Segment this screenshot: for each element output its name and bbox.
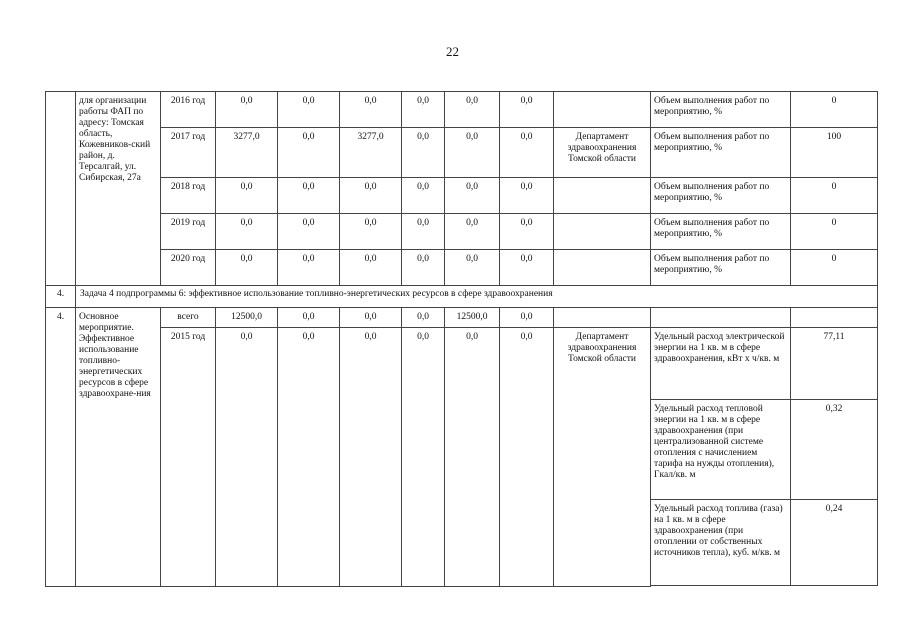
department-cell: Департамент здравоохранения Томской области <box>554 328 651 587</box>
indicator-cell <box>651 308 791 328</box>
value-cell: 0,0 <box>402 250 445 286</box>
value-cell: 0,0 <box>402 214 445 250</box>
value-cell: 0,0 <box>216 214 278 250</box>
indicator-cell: Удельный расход топлива (газа) на 1 кв. м в сфере здравоохранения (при отоплении от собственных источников тепла), куб. м/кв. м <box>651 500 791 586</box>
value-cell: 0,0 <box>216 250 278 286</box>
indicator-cell: Объем выполнения работ по мероприятию, % <box>651 214 791 250</box>
year-cell: 2019 год <box>161 214 216 250</box>
indicator-cell: Удельный расход тепловой энергии на 1 кв. м в сфере здравоохранения (при централизованной системе отопления с начислением тарифа на нужды отопления), Гкал/кв. м <box>651 400 791 500</box>
value-cell: 0,0 <box>278 178 340 214</box>
department-cell <box>554 214 651 250</box>
value-cell: 12500,0 <box>445 308 500 328</box>
department-cell <box>554 308 651 328</box>
table-row <box>46 328 878 400</box>
indicator-value-cell: 100 <box>791 128 878 178</box>
value-cell: 0,0 <box>445 250 500 286</box>
indicator-value-cell: 77,11 <box>791 328 878 400</box>
year-cell: 2016 год <box>161 92 216 128</box>
value-cell: 0,0 <box>216 178 278 214</box>
department-cell <box>554 250 651 286</box>
value-cell: 0,0 <box>445 178 500 214</box>
year-cell: 2015 год <box>161 328 216 587</box>
indicator-cell: Объем выполнения работ по мероприятию, % <box>651 128 791 178</box>
value-cell: 0,0 <box>402 128 445 178</box>
spacer-cell <box>651 586 878 587</box>
year-cell: 2020 год <box>161 250 216 286</box>
value-cell: 12500,0 <box>216 308 278 328</box>
indicator-value-cell: 0 <box>791 250 878 286</box>
value-cell: 0,0 <box>500 308 554 328</box>
indicator-cell: Объем выполнения работ по мероприятию, % <box>651 92 791 128</box>
page-number: 22 <box>446 44 459 59</box>
value-cell: 0,0 <box>500 250 554 286</box>
table-row <box>46 178 878 214</box>
value-cell: 0,0 <box>500 328 554 587</box>
value-cell: 0,0 <box>216 92 278 128</box>
task-row <box>46 286 878 308</box>
department-cell <box>554 178 651 214</box>
value-cell: 0,0 <box>340 308 402 328</box>
department-cell: Департамент здравоохранения Томской области <box>554 128 651 178</box>
program-table <box>45 91 878 587</box>
value-cell: 0,0 <box>402 92 445 128</box>
table-row <box>46 308 878 328</box>
table-row <box>46 92 878 128</box>
value-cell: 0,0 <box>340 92 402 128</box>
year-cell: всего <box>161 308 216 328</box>
value-cell: 0,0 <box>500 178 554 214</box>
value-cell: 0,0 <box>402 308 445 328</box>
value-cell: 0,0 <box>278 250 340 286</box>
activity-name-cell: для организации работы ФАП по адресу: Томская область, Кожевников-ский район, д. Терсалгай, ул. Сибирская, 27а <box>76 92 161 286</box>
value-cell: 0,0 <box>402 328 445 587</box>
indicator-cell: Объем выполнения работ по мероприятию, % <box>651 250 791 286</box>
value-cell: 3277,0 <box>340 128 402 178</box>
table-row <box>46 214 878 250</box>
value-cell: 0,0 <box>402 178 445 214</box>
indicator-value-cell: 0 <box>791 178 878 214</box>
value-cell: 0,0 <box>340 250 402 286</box>
table-row <box>46 250 878 286</box>
indicator-cell: Объем выполнения работ по мероприятию, % <box>651 178 791 214</box>
value-cell: 0,0 <box>445 328 500 587</box>
indicator-value-cell <box>791 308 878 328</box>
task-title: Задача 4 подпрограммы 6: эффективное использование топливно-энергетических ресурсов в сфере здравоохранения <box>76 286 878 308</box>
value-cell: 0,0 <box>500 128 554 178</box>
value-cell: 0,0 <box>278 214 340 250</box>
value-cell: 0,0 <box>340 214 402 250</box>
value-cell: 0,0 <box>216 328 278 587</box>
value-cell: 0,0 <box>445 128 500 178</box>
indicator-value-cell: 0,24 <box>791 500 878 586</box>
value-cell: 0,0 <box>278 328 340 587</box>
year-cell: 2018 год <box>161 178 216 214</box>
task-number: 4. <box>46 286 76 308</box>
value-cell: 0,0 <box>278 128 340 178</box>
value-cell: 3277,0 <box>216 128 278 178</box>
value-cell: 0,0 <box>500 214 554 250</box>
row-number-cell <box>46 92 76 286</box>
activity-name-cell: Основное мероприятие. Эффективное использование топливно-энергетических ресурсов в сфере здравоохране-ния <box>76 308 161 587</box>
table-row <box>46 128 878 178</box>
indicator-value-cell: 0,32 <box>791 400 878 500</box>
value-cell: 0,0 <box>278 92 340 128</box>
value-cell: 0,0 <box>500 92 554 128</box>
value-cell: 0,0 <box>278 308 340 328</box>
indicator-value-cell: 0 <box>791 92 878 128</box>
indicator-cell: Удельный расход электрической энергии на 1 кв. м в сфере здравоохранения, кВт x ч/кв. м <box>651 328 791 400</box>
value-cell: 0,0 <box>340 178 402 214</box>
year-cell: 2017 год <box>161 128 216 178</box>
value-cell: 0,0 <box>340 328 402 587</box>
row-number-cell: 4. <box>46 308 76 587</box>
indicator-value-cell: 0 <box>791 214 878 250</box>
value-cell: 0,0 <box>445 214 500 250</box>
value-cell: 0,0 <box>445 92 500 128</box>
department-cell <box>554 92 651 128</box>
